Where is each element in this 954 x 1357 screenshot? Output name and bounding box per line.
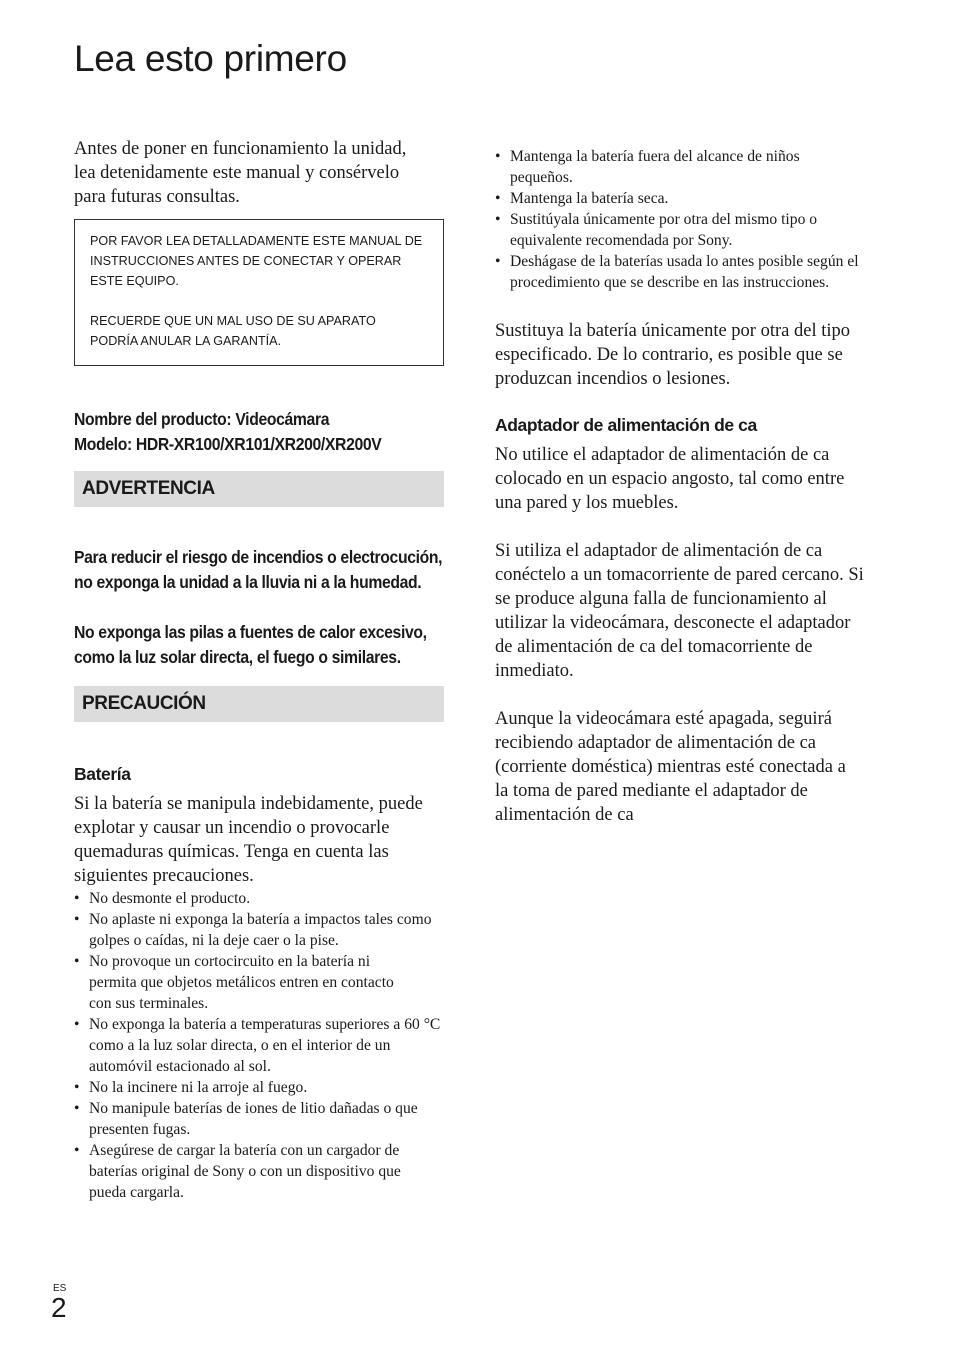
list-item: • Asegúrese de cargar la batería con un cargador de baterías original de Sony o con un dispositivo que pueda cargarla. [74, 1140, 434, 1203]
left-column [74, 137, 444, 1203]
warning-text-2: No exponga las pilas a fuentes de calor excesivo, como la luz solar directa, el fuego o similares. [74, 622, 427, 667]
notice-text-2: RECUERDE QUE UN MAL USO DE SU APARATO PODRÍA ANULAR LA GARANTÍA. [90, 314, 376, 348]
adapter-paragraph-2: Si utiliza el adaptador de alimentación de ca conéctelo a un tomacorriente de pared cercano. Si se produce alguna falla de funcionamiento al utilizar la videocámara, desconecte el adaptador de alimentación de ca del tomacorriente de inmediato. [495, 541, 864, 681]
list-item: • No provoque un cortocircuito en la batería ni permita que objetos metálicos entren en contacto con sus terminales. [74, 951, 409, 1014]
page-title: Lea esto primero [74, 38, 347, 79]
list-item: • Mantenga la batería seca. [495, 188, 865, 209]
notice-text-1: POR FAVOR LEA DETALLADAMENTE ESTE MANUAL DE INSTRUCCIONES ANTES DE CONECTAR Y OPERAR ESTE EQUIPO. [90, 234, 423, 288]
list-item: • Sustitúyala únicamente por otra del mismo tipo o equivalente recomendada por Sony. [495, 209, 865, 251]
battery-replace-paragraph: Sustituya la batería únicamente por otra del tipo especificado. De lo contrario, es posible que se produzcan incendios o lesiones. [495, 321, 850, 389]
battery-precautions-list [74, 888, 449, 1203]
adapter-paragraph-1: No utilice el adaptador de alimentación de ca colocado en un espacio angosto, tal como entre una pared y los muebles. [495, 445, 845, 513]
list-item: • No aplaste ni exponga la batería a impactos tales como golpes o caídas, ni la deje caer o la pise. [74, 909, 449, 951]
intro-paragraph: Antes de poner en funcionamiento la unidad, lea detenidamente este manual y consérvelo para futuras consultas. [74, 139, 407, 207]
caution-heading: PRECAUCIÓN [74, 686, 444, 722]
list-item: • No manipule baterías de iones de litio dañadas o que presenten fugas. [74, 1098, 449, 1140]
warning-text-1: Para reducir el riesgo de incendios o electrocución, no exponga la unidad a la lluvia ni a la humedad. [74, 547, 443, 592]
list-item: • No la incinere ni la arroje al fuego. [74, 1077, 449, 1098]
notice-box [74, 219, 444, 366]
battery-precautions-list-continued [495, 146, 865, 293]
list-item: • No desmonte el producto. [74, 888, 449, 909]
page-language-code: ES [53, 1283, 67, 1294]
warning-heading: ADVERTENCIA [74, 471, 444, 507]
page-number: 2 [51, 1292, 67, 1323]
list-item: • No exponga la batería a temperaturas superiores a 60 °C como a la luz solar directa, o en el interior de un automóvil estacionado al sol. [74, 1014, 449, 1077]
list-item: • Mantenga la batería fuera del alcance de niños pequeños. [495, 146, 865, 188]
adapter-heading: Adaptador de alimentación de ca [495, 415, 757, 435]
right-column [495, 146, 865, 827]
list-item: • Deshágase de la baterías usada lo antes posible según el procedimiento que se describe en las instrucciones. [495, 251, 865, 293]
battery-intro: Si la batería se manipula indebidamente, puede explotar y causar un incendio o provocarle quemaduras químicas. Tenga en cuenta las siguientes precauciones. [74, 794, 423, 886]
battery-heading: Batería [74, 764, 131, 784]
model-name: Modelo: HDR-XR100/XR101/XR200/XR200V [74, 434, 382, 454]
product-name: Nombre del producto: Videocámara [74, 409, 330, 429]
adapter-paragraph-3: Aunque la videocámara esté apagada, seguirá recibiendo adaptador de alimentación de ca (corriente doméstica) mientras esté conectada a la toma de pared mediante el adaptador de alimentación de ca [495, 709, 846, 825]
